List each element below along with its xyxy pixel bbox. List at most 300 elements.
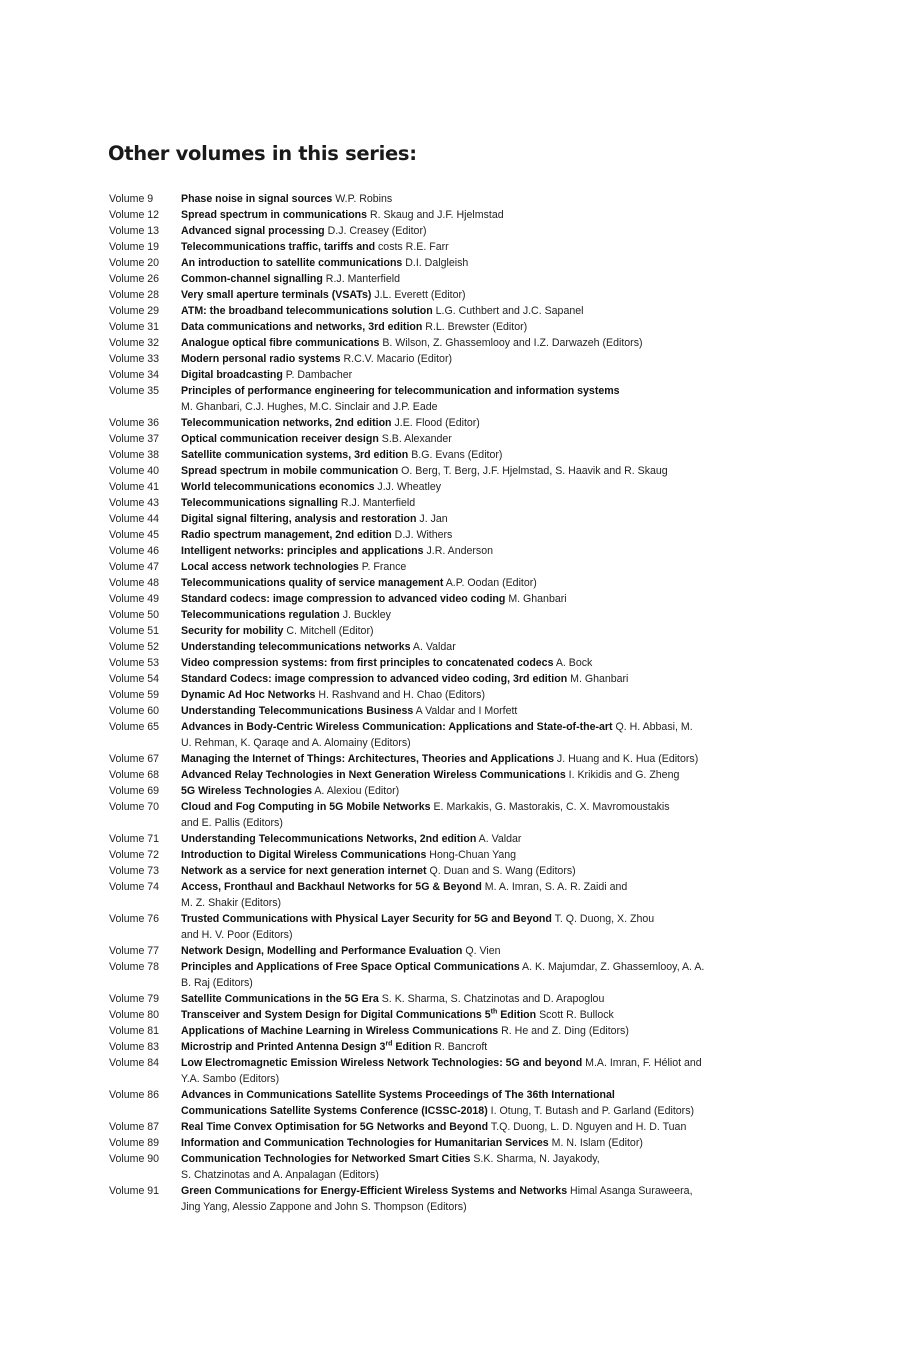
- volume-number: Volume 72: [109, 849, 160, 861]
- volume-details: [181, 1119, 809, 1135]
- volume-details: [181, 719, 809, 751]
- volume-number: Volume 37: [109, 433, 160, 445]
- list-item: [109, 1023, 809, 1039]
- list-item: [109, 479, 809, 495]
- list-item: [109, 303, 809, 319]
- volume-details: [181, 383, 809, 415]
- volume-details: [181, 671, 809, 687]
- volume-details: [181, 863, 809, 879]
- book-authors: S. Chatzinotas and A. Anpalagan (Editors): [181, 1169, 379, 1181]
- volume-number: Volume 40: [109, 465, 160, 477]
- book-authors: I. Otung, T. Butash and P. Garland (Editors): [487, 1105, 695, 1117]
- book-title: Security for mobility: [181, 625, 284, 637]
- volume-number: Volume 9: [109, 193, 154, 205]
- volume-details: [181, 751, 809, 767]
- book-authors: A Valdar and I Morfett: [413, 705, 518, 717]
- entry-line: [181, 991, 809, 1007]
- book-title: Advances in Communications Satellite Systems Proceedings of The 36th International: [181, 1089, 615, 1101]
- list-item: [109, 655, 809, 671]
- volume-number: Volume 90: [109, 1153, 160, 1165]
- volume-details: [181, 463, 809, 479]
- book-title: Telecommunications quality of service management: [181, 577, 444, 589]
- book-title: World telecommunications economics: [181, 481, 375, 493]
- book-title: Digital signal filtering, analysis and restoration: [181, 513, 417, 525]
- volume-number: Volume 29: [109, 305, 160, 317]
- volume-details: [181, 703, 809, 719]
- book-title: Managing the Internet of Things: Architectures, Theories and Applications: [181, 753, 554, 765]
- entry-line: [181, 975, 809, 991]
- volume-number: Volume 20: [109, 257, 160, 269]
- book-title: Dynamic Ad Hoc Networks: [181, 689, 316, 701]
- entry-line: [181, 1007, 809, 1023]
- book-title: Telecommunications regulation: [181, 609, 340, 621]
- book-authors: R.J. Manterfield: [337, 497, 416, 509]
- volume-details: [181, 575, 809, 591]
- entry-line: [181, 767, 809, 783]
- list-item: [109, 623, 809, 639]
- volume-number: Volume 51: [109, 625, 160, 637]
- volume-number: Volume 52: [109, 641, 160, 653]
- book-title: ATM: the broadband telecommunications solution: [181, 305, 433, 317]
- list-item: [109, 943, 809, 959]
- volume-details: [181, 255, 809, 271]
- book-title: Communication Technologies for Networked Smart Cities: [181, 1153, 471, 1165]
- book-title: Analogue optical fibre communications: [181, 337, 380, 349]
- volume-number: Volume 50: [109, 609, 160, 621]
- book-authors: R. Skaug and J.F. Hjelmstad: [367, 209, 504, 221]
- volume-details: [181, 223, 809, 239]
- book-authors: A. Valdar: [410, 641, 456, 653]
- volume-number: Volume 49: [109, 593, 160, 605]
- book-title: Telecommunications signalling: [181, 497, 338, 509]
- list-item: [109, 719, 809, 751]
- entry-line: [181, 495, 809, 511]
- book-authors: J.R. Anderson: [423, 545, 494, 557]
- entry-line: [181, 399, 809, 415]
- book-title: Standard codecs: image compression to advanced video coding: [181, 593, 506, 605]
- book-title: Telecommunication networks, 2nd edition: [181, 417, 392, 429]
- book-authors: M. Ghanbari: [505, 593, 567, 605]
- entry-line: [181, 943, 809, 959]
- book-authors: H. Rashvand and H. Chao (Editors): [315, 689, 485, 701]
- book-title: An introduction to satellite communications: [181, 257, 403, 269]
- volume-number: Volume 46: [109, 545, 160, 557]
- volume-details: [181, 767, 809, 783]
- book-title: Advanced Relay Technologies in Next Generation Wireless Communications: [181, 769, 566, 781]
- entry-line: [181, 255, 809, 271]
- entry-line: [181, 463, 809, 479]
- book-authors: A. Bock: [553, 657, 593, 669]
- volume-number: Volume 71: [109, 833, 160, 845]
- volume-number: Volume 79: [109, 993, 160, 1005]
- list-item: [109, 1183, 809, 1215]
- volume-number: Volume 44: [109, 513, 160, 525]
- list-item: [109, 239, 809, 255]
- entry-line: [181, 799, 809, 815]
- volume-details: [181, 495, 809, 511]
- book-title: Modern personal radio systems: [181, 353, 341, 365]
- volume-details: [181, 639, 809, 655]
- list-item: [109, 831, 809, 847]
- book-title: Principles and Applications of Free Space Optical Communications: [181, 961, 520, 973]
- volume-number: Volume 38: [109, 449, 160, 461]
- book-title: Cloud and Fog Computing in 5G Mobile Networks: [181, 801, 431, 813]
- entry-line: [181, 847, 809, 863]
- list-item: [109, 1055, 809, 1087]
- book-authors: M. N. Islam (Editor): [548, 1137, 643, 1149]
- book-authors: J. Huang and K. Hua (Editors): [553, 753, 699, 765]
- list-item: [109, 687, 809, 703]
- volume-details: [181, 559, 809, 575]
- entry-line: [181, 207, 809, 223]
- book-authors: R.L. Brewster (Editor): [422, 321, 528, 333]
- book-authors: R. He and Z. Ding (Editors): [498, 1025, 629, 1037]
- book-authors: B.G. Evans (Editor): [408, 449, 503, 461]
- entry-line: [181, 863, 809, 879]
- entry-line: [181, 1199, 809, 1215]
- entry-line: [181, 319, 809, 335]
- list-item: [109, 751, 809, 767]
- entry-line: [181, 479, 809, 495]
- list-item: [109, 527, 809, 543]
- book-authors: S. K. Sharma, S. Chatzinotas and D. Arapoglou: [378, 993, 605, 1005]
- volume-details: [181, 367, 809, 383]
- book-authors: J. Jan: [416, 513, 448, 525]
- book-authors: E. Markakis, G. Mastorakis, C. X. Mavromoustakis: [430, 801, 670, 813]
- volume-number: Volume 48: [109, 577, 160, 589]
- book-title: Telecommunications traffic, tariffs and: [181, 241, 376, 253]
- volume-number: Volume 74: [109, 881, 160, 893]
- book-authors: Scott R. Bullock: [536, 1009, 614, 1021]
- volume-details: [181, 655, 809, 671]
- book-title: Understanding Telecommunications Networks, 2nd edition: [181, 833, 477, 845]
- book-title: Low Electromagnetic Emission Wireless Network Technologies: 5G and beyond: [181, 1057, 583, 1069]
- list-item: [109, 1039, 809, 1055]
- entry-line: [181, 559, 809, 575]
- volume-details: [181, 911, 809, 943]
- book-title: Trusted Communications with Physical Layer Security for 5G and Beyond: [181, 913, 552, 925]
- entry-line: [181, 223, 809, 239]
- list-item: [109, 415, 809, 431]
- book-authors: D.J. Creasey (Editor): [324, 225, 427, 237]
- list-item: [109, 335, 809, 351]
- book-authors: I. Krikidis and G. Zheng: [565, 769, 680, 781]
- entry-line: [181, 895, 809, 911]
- entry-line: [181, 271, 809, 287]
- volume-details: [181, 1007, 809, 1023]
- book-authors: J.L. Everett (Editor): [371, 289, 466, 301]
- volume-details: [181, 511, 809, 527]
- volume-details: [181, 527, 809, 543]
- book-title: Edition: [497, 1009, 537, 1021]
- list-item: [109, 511, 809, 527]
- list-item: [109, 575, 809, 591]
- entry-line: [181, 511, 809, 527]
- book-authors: A. K. Majumdar, Z. Ghassemlooy, A. A.: [519, 961, 705, 973]
- volume-details: [181, 783, 809, 799]
- volume-number: Volume 69: [109, 785, 160, 797]
- book-authors: Q. Vien: [462, 945, 501, 957]
- volume-number: Volume 70: [109, 801, 160, 813]
- book-title: Optical communication receiver design: [181, 433, 379, 445]
- page-title: Other volumes in this series:: [108, 142, 417, 165]
- book-authors: D.I. Dalgleish: [402, 257, 469, 269]
- book-title: 5G Wireless Technologies: [181, 785, 312, 797]
- list-item: [109, 783, 809, 799]
- list-item: [109, 1135, 809, 1151]
- volume-details: [181, 991, 809, 1007]
- volume-details: [181, 687, 809, 703]
- book-authors: L.G. Cuthbert and J.C. Sapanel: [432, 305, 584, 317]
- volume-details: [181, 943, 809, 959]
- book-title: Understanding Telecommunications Business: [181, 705, 414, 717]
- book-authors: M.A. Imran, F. Héliot and: [582, 1057, 702, 1069]
- volume-details: [181, 351, 809, 367]
- volume-details: [181, 415, 809, 431]
- book-authors: D.J. Withers: [391, 529, 453, 541]
- list-item: [109, 367, 809, 383]
- volume-details: [181, 191, 809, 207]
- book-title: Very small aperture terminals (VSATs): [181, 289, 372, 301]
- volume-number: Volume 36: [109, 417, 160, 429]
- list-item: [109, 431, 809, 447]
- volume-details: [181, 623, 809, 639]
- list-item: [109, 559, 809, 575]
- volume-number: Volume 19: [109, 241, 160, 253]
- volume-number: Volume 83: [109, 1041, 160, 1053]
- volume-number: Volume 91: [109, 1185, 160, 1197]
- entry-line: [181, 623, 809, 639]
- volume-details: [181, 1135, 809, 1151]
- list-item: [109, 991, 809, 1007]
- list-item: [109, 847, 809, 863]
- entry-line: [181, 431, 809, 447]
- entry-line: [181, 575, 809, 591]
- volume-number: Volume 43: [109, 497, 160, 509]
- volume-number: Volume 86: [109, 1089, 160, 1101]
- entry-line: [181, 671, 809, 687]
- volume-number: Volume 84: [109, 1057, 160, 1069]
- book-authors: T.Q. Duong, L. D. Nguyen and H. D. Tuan: [488, 1121, 687, 1133]
- book-title: Radio spectrum management, 2nd edition: [181, 529, 392, 541]
- entry-line: [181, 911, 809, 927]
- book-authors: S.K. Sharma, N. Jayakody,: [470, 1153, 600, 1165]
- volume-details: [181, 1183, 809, 1215]
- volume-number: Volume 13: [109, 225, 160, 237]
- volume-list: [109, 191, 809, 1215]
- book-title: Real Time Convex Optimisation for 5G Networks and Beyond: [181, 1121, 489, 1133]
- list-item: [109, 351, 809, 367]
- list-item: [109, 191, 809, 207]
- list-item: [109, 879, 809, 911]
- entry-line: [181, 1039, 809, 1055]
- book-title: Local access network technologies: [181, 561, 359, 573]
- volume-details: [181, 1055, 809, 1087]
- list-item: [109, 207, 809, 223]
- list-item: [109, 959, 809, 991]
- entry-line: [181, 351, 809, 367]
- book-authors: J.E. Flood (Editor): [391, 417, 480, 429]
- list-item: [109, 447, 809, 463]
- list-item: [109, 1007, 809, 1023]
- book-authors: R.C.V. Macario (Editor): [340, 353, 453, 365]
- book-title: Information and Communication Technologies for Humanitarian Services: [181, 1137, 549, 1149]
- volume-number: Volume 59: [109, 689, 160, 701]
- book-authors: Q. H. Abbasi, M.: [612, 721, 693, 733]
- volume-details: [181, 959, 809, 991]
- volume-number: Volume 31: [109, 321, 160, 333]
- entry-line: [181, 1071, 809, 1087]
- entry-line: [181, 959, 809, 975]
- book-title: Intelligent networks: principles and applications: [181, 545, 424, 557]
- book-title: Network Design, Modelling and Performance Evaluation: [181, 945, 463, 957]
- book-authors: S.B. Alexander: [378, 433, 452, 445]
- book-authors: O. Berg, T. Berg, J.F. Hjelmstad, S. Haavik and R. Skaug: [398, 465, 668, 477]
- volume-number: Volume 68: [109, 769, 160, 781]
- entry-line: [181, 1119, 809, 1135]
- book-authors: J.J. Wheatley: [374, 481, 442, 493]
- book-title: Standard Codecs: image compression to advanced video coding, 3rd edition: [181, 673, 568, 685]
- volume-details: [181, 271, 809, 287]
- book-title: Advances in Body-Centric Wireless Communication: Applications and State-of-the-art: [181, 721, 613, 733]
- volume-details: [181, 879, 809, 911]
- list-item: [109, 271, 809, 287]
- book-title: Data communications and networks, 3rd edition: [181, 321, 423, 333]
- book-authors: Jing Yang, Alessio Zappone and John S. Thompson (Editors): [181, 1201, 467, 1213]
- volume-details: [181, 319, 809, 335]
- list-item: [109, 863, 809, 879]
- book-authors: B. Raj (Editors): [181, 977, 253, 989]
- list-item: [109, 255, 809, 271]
- volume-details: [181, 1023, 809, 1039]
- volume-details: [181, 1087, 809, 1119]
- entry-line: [181, 1055, 809, 1071]
- entry-line: [181, 735, 809, 751]
- entry-line: [181, 751, 809, 767]
- list-item: [109, 1119, 809, 1135]
- book-authors: M. Ghanbari: [567, 673, 629, 685]
- volume-details: [181, 543, 809, 559]
- list-item: [109, 1087, 809, 1119]
- volume-number: Volume 47: [109, 561, 160, 573]
- volume-number: Volume 41: [109, 481, 160, 493]
- volume-number: Volume 77: [109, 945, 160, 957]
- volume-number: Volume 76: [109, 913, 160, 925]
- book-authors: C. Mitchell (Editor): [283, 625, 374, 637]
- volume-details: [181, 207, 809, 223]
- book-authors: U. Rehman, K. Qaraqe and A. Alomainy (Editors): [181, 737, 411, 749]
- volume-details: [181, 335, 809, 351]
- book-authors: Y.A. Sambo (Editors): [181, 1073, 280, 1085]
- book-authors: and E. Pallis (Editors): [181, 817, 283, 829]
- entry-line: [181, 927, 809, 943]
- entry-line: [181, 367, 809, 383]
- list-item: [109, 799, 809, 831]
- volume-number: Volume 12: [109, 209, 160, 221]
- volume-number: Volume 60: [109, 705, 160, 717]
- entry-line: [181, 703, 809, 719]
- entry-line: [181, 1023, 809, 1039]
- book-authors: Q. Duan and S. Wang (Editors): [426, 865, 576, 877]
- entry-line: [181, 783, 809, 799]
- volume-number: Volume 81: [109, 1025, 160, 1037]
- entry-line: [181, 591, 809, 607]
- volume-number: Volume 89: [109, 1137, 160, 1149]
- book-title: Phase noise in signal sources: [181, 193, 333, 205]
- book-title: Spread spectrum in communications: [181, 209, 368, 221]
- entry-line: [181, 687, 809, 703]
- entry-line: [181, 527, 809, 543]
- list-item: [109, 639, 809, 655]
- book-authors: Hong-Chuan Yang: [426, 849, 517, 861]
- book-title: Introduction to Digital Wireless Communications: [181, 849, 427, 861]
- volume-number: Volume 33: [109, 353, 160, 365]
- entry-line: [181, 1087, 809, 1103]
- book-authors: A.P. Oodan (Editor): [443, 577, 537, 589]
- list-item: [109, 703, 809, 719]
- entry-line: [181, 831, 809, 847]
- entry-line: [181, 815, 809, 831]
- volume-number: Volume 67: [109, 753, 160, 765]
- book-title: Satellite communication systems, 3rd edition: [181, 449, 409, 461]
- book-authors: M. A. Imran, S. A. R. Zaidi and: [481, 881, 628, 893]
- volume-number: Volume 80: [109, 1009, 160, 1021]
- book-title: rd: [385, 1040, 393, 1048]
- book-title: Microstrip and Printed Antenna Design 3: [181, 1041, 386, 1053]
- entry-line: [181, 191, 809, 207]
- list-item: [109, 543, 809, 559]
- volume-number: Volume 53: [109, 657, 160, 669]
- book-authors: A. Valdar: [476, 833, 522, 845]
- book-authors: Himal Asanga Suraweera,: [567, 1185, 693, 1197]
- entry-line: [181, 1151, 809, 1167]
- list-item: [109, 671, 809, 687]
- book-title: Transceiver and System Design for Digital Communications 5: [181, 1009, 491, 1021]
- volume-number: Volume 78: [109, 961, 160, 973]
- book-authors: R. Bancroft: [431, 1041, 488, 1053]
- book-authors: M. Ghanbari, C.J. Hughes, M.C. Sinclair and J.P. Eade: [181, 401, 438, 413]
- volume-details: [181, 303, 809, 319]
- book-title: Video compression systems: from first principles to concatenated codecs: [181, 657, 554, 669]
- book-title: Understanding telecommunications networks: [181, 641, 411, 653]
- entry-line: [181, 1135, 809, 1151]
- list-item: [109, 319, 809, 335]
- entry-line: [181, 719, 809, 735]
- list-item: [109, 495, 809, 511]
- list-item: [109, 607, 809, 623]
- book-title: Communications Satellite Systems Conference (ICSSC-2018): [181, 1105, 488, 1117]
- book-authors: and H. V. Poor (Editors): [181, 929, 293, 941]
- book-title: Common-channel signalling: [181, 273, 323, 285]
- entry-line: [181, 655, 809, 671]
- list-item: [109, 591, 809, 607]
- entry-line: [181, 303, 809, 319]
- book-title: Edition: [392, 1041, 432, 1053]
- book-title: Satellite Communications in the 5G Era: [181, 993, 379, 1005]
- volume-number: Volume 34: [109, 369, 160, 381]
- list-item: [109, 287, 809, 303]
- book-authors: A. Alexiou (Editor): [312, 785, 400, 797]
- book-title: Principles of performance engineering for telecommunication and information systems: [181, 385, 620, 397]
- book-title: Advanced signal processing: [181, 225, 325, 237]
- book-authors: B. Wilson, Z. Ghassemlooy and I.Z. Darwazeh (Editors): [379, 337, 643, 349]
- book-authors: W.P. Robins: [332, 193, 393, 205]
- volume-number: Volume 32: [109, 337, 160, 349]
- volume-number: Volume 26: [109, 273, 160, 285]
- list-item: [109, 223, 809, 239]
- entry-line: [181, 543, 809, 559]
- book-authors: costs R.E. Farr: [375, 241, 449, 253]
